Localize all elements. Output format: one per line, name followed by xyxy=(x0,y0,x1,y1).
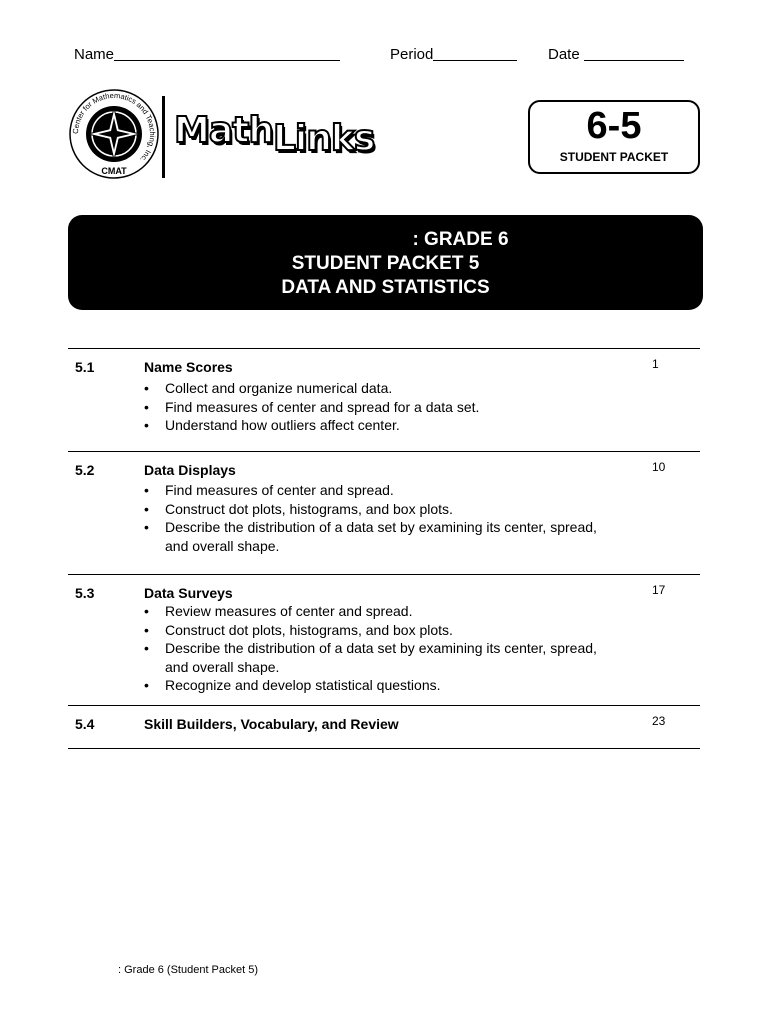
packet-number: 6-5 xyxy=(586,105,642,147)
toc-title: Data Displays xyxy=(144,462,236,478)
toc-row xyxy=(68,705,700,749)
logo-part2: Links xyxy=(272,118,375,159)
toc-bullet: • Construct dot plots, histograms, and box plots. xyxy=(144,500,614,519)
banner-packet: STUDENT PACKET 5 xyxy=(291,253,480,274)
logo-divider xyxy=(162,96,165,178)
logo-part1: Math xyxy=(174,110,273,151)
toc-bullet-list xyxy=(144,481,614,555)
packet-box xyxy=(528,100,700,174)
mathlinks-logo xyxy=(174,110,375,159)
toc-page: 10 xyxy=(652,460,666,474)
toc-number: 5.4 xyxy=(75,716,95,732)
toc-bullet: • Recognize and develop statistical questions. xyxy=(144,676,614,695)
toc-row xyxy=(68,451,700,574)
title-banner xyxy=(68,215,703,310)
toc-title: Data Surveys xyxy=(144,585,233,601)
period-line[interactable] xyxy=(433,45,517,61)
date-label: Date xyxy=(548,46,580,63)
date-line[interactable] xyxy=(584,45,684,61)
table-of-contents xyxy=(68,348,700,749)
toc-bullet: • Collect and organize numerical data. xyxy=(144,379,614,398)
toc-bullet: • Review measures of center and spread. xyxy=(144,602,614,621)
toc-bullet: • Understand how outliers affect center. xyxy=(144,416,614,435)
seal-org-text: Center for Mathematics and Teaching, Inc. xyxy=(70,90,158,165)
toc-bullet: • Describe the distribution of a data set by examining its center, spread, and overall shape. xyxy=(144,639,614,676)
toc-bullet: • Describe the distribution of a data set by examining its center, spread, and overall shape. xyxy=(144,518,614,555)
toc-number: 5.3 xyxy=(75,585,95,601)
seal-abbr: CMAT xyxy=(101,166,127,176)
toc-row xyxy=(68,574,700,705)
date-field[interactable] xyxy=(548,45,684,63)
banner-grade: : GRADE 6 xyxy=(412,229,509,250)
header-fields xyxy=(74,45,694,67)
period-field[interactable] xyxy=(390,45,517,63)
packet-label: STUDENT PACKET xyxy=(559,150,669,164)
toc-number: 5.1 xyxy=(75,359,95,375)
toc-page: 17 xyxy=(652,583,666,597)
banner-topic: DATA AND STATISTICS xyxy=(281,277,490,298)
toc-page: 1 xyxy=(652,357,659,371)
cmat-seal-logo xyxy=(68,88,160,180)
toc-title: Skill Builders, Vocabulary, and Review xyxy=(144,716,399,732)
page-footer: : Grade 6 (Student Packet 5) xyxy=(118,964,259,976)
period-label: Period xyxy=(390,46,434,63)
toc-bullet-list xyxy=(144,602,614,695)
toc-bullet: • Find measures of center and spread for a data set. xyxy=(144,398,614,417)
name-field[interactable] xyxy=(74,45,340,63)
toc-row xyxy=(68,348,700,451)
toc-number: 5.2 xyxy=(75,462,95,478)
toc-bullet-list xyxy=(144,379,614,435)
toc-bullet: • Find measures of center and spread. xyxy=(144,481,614,500)
toc-bullet: • Construct dot plots, histograms, and box plots. xyxy=(144,621,614,640)
toc-page: 23 xyxy=(652,714,666,728)
toc-title: Name Scores xyxy=(144,359,233,375)
name-label: Name xyxy=(74,46,115,63)
name-line[interactable] xyxy=(114,45,340,61)
